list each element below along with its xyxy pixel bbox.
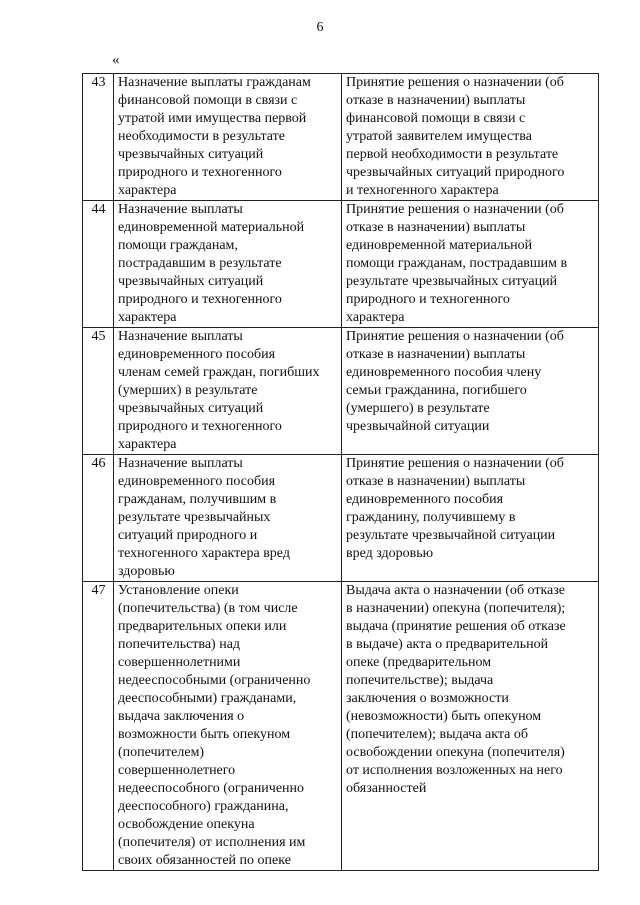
service-name-cell [114,74,342,201]
service-result-line: обязанностей [346,781,427,796]
service-result-line: освобождении опекуна (попечителя) [346,745,565,760]
service-name-line: пострадавшим в результате [118,256,282,271]
row-number: 46 [83,455,114,582]
service-result-line: чрезвычайных ситуаций природного [346,165,565,180]
service-name-line: характера [118,183,177,198]
service-result-line: (невозможности) быть опекуном [346,709,542,724]
service-result-line: семьи гражданина, погибшего [346,383,527,398]
service-result-line: Принятие решения о назначении (об [346,329,564,344]
table-row [83,74,599,201]
service-result-line: первой необходимости в результате [346,147,559,162]
service-name-line: характера [118,310,177,325]
service-result-line: (попечителем); выдача акта об [346,727,528,742]
service-result-line: и техногенного характера [346,183,499,198]
service-name-line: Назначение выплаты гражданам [118,75,311,90]
service-name-line: единовременного пособия [118,347,276,362]
service-result-cell [342,328,599,455]
service-name-line: чрезвычайных ситуаций [118,274,264,289]
service-result-line: отказе в назначении) выплаты [346,220,526,235]
service-result-line: гражданину, получившему в [346,510,516,525]
service-name-line: единовременной материальной [118,220,305,235]
service-result-line: помощи гражданам, пострадавшим в [346,256,568,271]
service-result-line: от исполнения возложенных на него [346,763,563,778]
service-name-line: членам семей граждан, погибших [118,365,320,380]
page-number: 6 [316,20,324,35]
service-name-line: (попечительства) (в том числе [118,601,298,616]
service-name-line: Назначение выплаты [118,202,243,217]
service-name-cell [114,582,342,871]
service-name-line: освобождение опекуна [118,817,255,832]
service-result-line: опеке (предварительном [346,655,492,670]
service-name-line: природного и техногенного [118,419,282,434]
service-result-line: выдача (принятие решения об отказе [346,619,566,634]
service-name-line: результате чрезвычайных [118,510,271,525]
row-number: 43 [83,74,114,201]
table-row [83,328,599,455]
service-name-cell [114,201,342,328]
service-name-line: финансовой помощи в связи с [118,93,298,108]
service-name-line: (умерших) в результате [118,383,258,398]
service-name-line: чрезвычайных ситуаций [118,401,264,416]
row-number: 44 [83,201,114,328]
service-result-line: природного и техногенного [346,292,510,307]
service-name-line: дееспособными) гражданами, [118,691,297,706]
service-name-line: природного и техногенного [118,165,282,180]
service-result-cell [342,455,599,582]
service-name-line: помощи гражданам, [118,238,238,253]
service-name-line: совершеннолетнего [118,763,236,778]
service-result-line: результате чрезвычайной ситуации [346,528,556,543]
service-result-line: (умершего) в результате [346,401,490,416]
service-name-line: здоровью [118,564,175,579]
service-name-line: (попечителя) от исполнения им [118,835,306,850]
service-name-line: Установление опеки [118,583,239,598]
row-number: 47 [83,582,114,871]
service-result-line: единовременного пособия члену [346,365,542,380]
service-name-cell [114,455,342,582]
service-result-line: чрезвычайной ситуации [346,419,490,434]
service-result-line: в назначении) опекуна (попечителя); [346,601,566,616]
service-name-line: чрезвычайных ситуаций [118,147,264,162]
service-result-line: отказе в назначении) выплаты [346,93,526,108]
services-table [82,73,599,871]
service-result-line: результате чрезвычайных ситуаций [346,274,558,289]
service-result-line: Принятие решения о назначении (об [346,202,564,217]
service-result-line: заключения о возможности [346,691,509,706]
services-table-body [83,74,599,871]
service-name-line: предварительных опеки или [118,619,287,634]
service-result-line: Выдача акта о назначении (об отказе [346,583,565,598]
service-name-line: своих обязанностей по опеке [118,853,291,868]
service-result-line: попечительстве); выдача [346,673,494,688]
service-result-line: финансовой помощи в связи с [346,111,526,126]
service-name-line: характера [118,437,177,452]
service-name-line: попечительства) над [118,637,241,652]
service-name-line: недееспособными (ограниченно [118,673,311,688]
service-result-cell [342,201,599,328]
service-result-cell [342,74,599,201]
opening-quote-mark: « [112,52,120,68]
service-name-cell [114,328,342,455]
service-result-line: вред здоровью [346,546,434,561]
service-name-line: недееспособного (ограниченно [118,781,305,796]
service-result-line: Принятие решения о назначении (об [346,75,564,90]
service-result-line: единовременной материальной [346,238,533,253]
service-result-line: характера [346,310,405,325]
service-name-line: гражданам, получившим в [118,492,277,507]
service-name-line: Назначение выплаты [118,456,243,471]
table-row [83,582,599,871]
service-name-line: дееспособного) гражданина, [118,799,289,814]
service-name-line: совершеннолетними [118,655,241,670]
service-result-line: отказе в назначении) выплаты [346,347,526,362]
service-name-line: (попечителем) [118,745,205,760]
service-name-line: единовременного пособия [118,474,276,489]
service-name-line: Назначение выплаты [118,329,243,344]
service-name-line: ситуаций природного и [118,528,258,543]
service-name-line: выдача заключения о [118,709,245,724]
service-result-line: в выдаче) акта о предварительной [346,637,549,652]
table-row [83,201,599,328]
service-result-line: отказе в назначении) выплаты [346,474,526,489]
service-name-line: утратой ими имущества первой [118,111,307,126]
service-name-line: возможности быть опекуном [118,727,291,742]
service-result-line: Принятие решения о назначении (об [346,456,564,471]
row-number: 45 [83,328,114,455]
service-result-line: утратой заявителем имущества [346,129,532,144]
service-name-line: необходимости в результате [118,129,285,144]
service-result-cell [342,582,599,871]
service-name-line: природного и техногенного [118,292,282,307]
service-name-line: техногенного характера вред [118,546,290,561]
table-row [83,455,599,582]
service-result-line: единовременного пособия [346,492,504,507]
